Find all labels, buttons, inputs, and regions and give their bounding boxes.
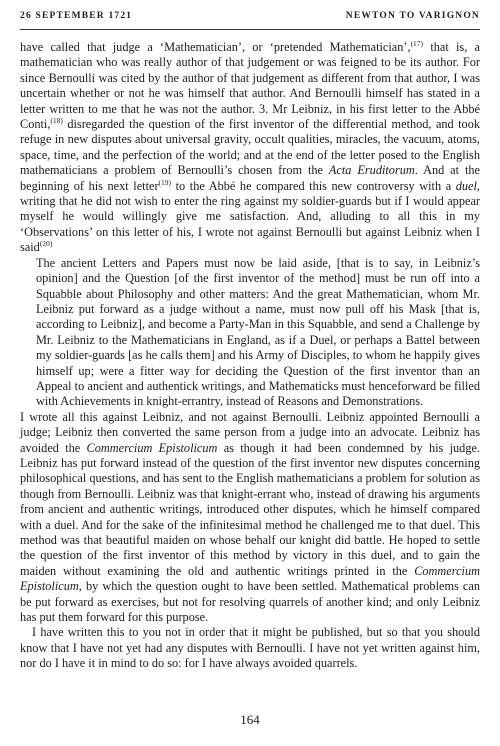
text-run: that is, a mathematician who was really author of that judgement or was feigned to be its author. For since Bernoulli was cited by the author of that judgement as different from that author, I was uncertain whether or not he was himself that author. And Bernoulli himself has stated in a letter written to me that he was not the author. 3. Mr Leibniz, in his first letter to the Abbé Conti, (20, 40, 480, 132)
italic-title: Commercium Epistolicum (86, 440, 218, 455)
running-header (20, 11, 480, 21)
text-run: , writing that he did not wish to enter the ring against my soldier-guards but if I would appear myself he would willingly give me satisfaction. And, alluding to all this in my ‘Observations’ on this letter of his, I wrote not against Bernoulli but against Leibniz when I said (20, 178, 480, 255)
footnote-ref-18: (18) (50, 115, 63, 125)
paragraph (20, 410, 480, 626)
paragraph-continuation (20, 40, 480, 256)
header-title: NEWTON TO VARIGNON (345, 11, 480, 21)
italic-title: Acta Eruditorum (328, 163, 415, 178)
footnote-ref-19: (19) (158, 177, 172, 187)
footnote-ref-20: (20) (39, 239, 53, 249)
italic-word: duel (455, 178, 477, 193)
header-rule (20, 29, 480, 30)
text-run: as though it had been condemned by his judge. Leibniz has put forward instead of the question of the first inventor new disputes concerning philosophical questions, and has sent to the English mathematicians a problem for solution as though from Bernoulli. Leibniz was that knight-errant who, instead of drawing his arguments from ancient and authentic writings, introduced other disputes, which he himself compared with a duel. And for the sake of the infinitesimal method he challenged me to that duel. This method was that beautiful maiden on whose behalf our knight did battle. He hoped to settle the question of the first inventor of this method by victory in this duel, and to gain the maiden without examining the old and authentic writings printed in the (20, 440, 481, 578)
body-text (20, 40, 480, 672)
text-run: I wrote all this against Leibniz, and not against Bernoulli. Leibniz appointed Bernoulli a judge; Leibniz then converted the same person from a judge into an advocate. Leibniz has avoided the (20, 409, 480, 455)
block-quote: The ancient Letters and Papers must now be laid aside, [that is to say, in Leibniz’s opinion] and the Question [of the first inventor of the method] must be run off into a Squabble about Philosophy and other matters: And the great Mathematician, whom Mr. Leibniz put forward as a judge without a name, must now pull off his Mask [that is, according to Leibniz], and become a Party-Man in this Squabble, and send a Challenge by Mr. Leibniz to the Mathematicians in England, as if a Duel, or perhaps a Battel between my soldier-guards [as he calls them] and his Army of Disciples, to whom he happily gives himself up; were a fitter way for deciding the Question of the first inventor than an Appeal to ancient and authentick writings, and Mathematicks must henceforward be filled with Achievements in knight-errantry, instead of Reasons and Demonstrations. (36, 255, 480, 409)
text-run: . And at the beginning of his next letter (20, 163, 480, 193)
page-number: 164 (240, 712, 260, 727)
text-run: , by which the question ought to have been settled. Mathematical problems can be put forward as exercises, but not for resolving quarrels of another kind; and only Leibniz has put them forward for this purpose. (20, 579, 480, 625)
paragraph: I have written this to you not in order that it might be published, but so that you should know that I have not yet had any disputes with Bernoulli. I have not yet written against him, nor do I have it in mind to do so: for I have always avoided quarrels. (20, 625, 480, 671)
text-run: have called that judge a ‘Mathematician’, or ‘pretended Mathematician’, (20, 40, 411, 54)
text-run: to the Abbé he compared this new controversy with a (171, 178, 456, 193)
footnote-ref-17: (17) (410, 38, 424, 48)
header-date: 26 SEPTEMBER 1721 (20, 11, 133, 21)
text-run: disregarded the question of the first inventor of the differential method, and took refuge in new disputes about universal gravity, occult qualities, miracles, the vacuum, atoms, space, time, and the perfection of the world; and at the end of the letter posed to the English mathematicians a problem of Bernoulli’s chosen from the (20, 117, 480, 178)
italic-title: Commercium Epistolicum (20, 563, 480, 594)
